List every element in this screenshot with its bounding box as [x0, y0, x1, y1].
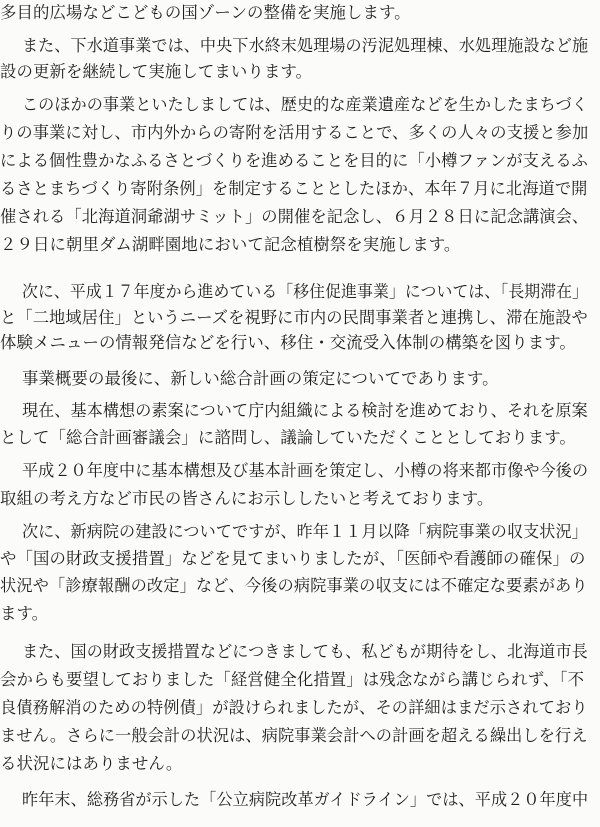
- text-line: 体験メニューの情報発信などを行い、移住・交流受入体制の構築を図ります。: [0, 333, 576, 352]
- text-line: による個性豊かなふるさとづくりを進めることを目的に「小樽ファンが支えるふ: [0, 151, 589, 170]
- text-line: るさとまちづくり寄附条例」を制定することとしたほか、本年７月に北海道で開: [0, 179, 588, 198]
- text-line: 良債務解消のための特例債」が設けられましたが、その詳細はまだ示されており: [0, 698, 588, 717]
- text-line: ２９日に朝里ダム湖畔園地において記念植樹祭を実施します。: [0, 235, 461, 254]
- text-line: 事業概要の最後に、新しい総合計画の策定についてであります。: [22, 369, 499, 388]
- text-line: また、国の財政支援措置などにつきましても、私どもが期待をし、北海道市長: [22, 642, 588, 661]
- text-line: と「二地域居住」というニーズを視野に市内の民間事業者と連携し、滞在施設や: [0, 308, 588, 327]
- text-line: このほかの事業といたしましては、歴史的な産業遺産などを生かしたまちづく: [22, 95, 588, 114]
- text-line: 設の更新を継続して実施してまいります。: [0, 62, 313, 81]
- text-line: 会からも要望しておりました「経営健全化措置」は残念ながら講じられず、「不: [0, 670, 585, 689]
- text-line: また、下水道事業では、中央下水終末処理場の汚泥処理棟、水処理施設など施: [22, 36, 589, 55]
- text-line: 取組の考え方など市民の皆さんにお示ししたいと考えております。: [0, 489, 494, 508]
- text-line: として「総合計画審議会」に諮問し、議論していただくこととしております。: [0, 428, 576, 447]
- text-line: 多目的広場などこどもの国ゾーンの整備を実施します。: [0, 3, 411, 22]
- text-line: 次に、新病院の建設についてですが、昨年１１月以降「病院事業の収支状況」: [22, 522, 588, 541]
- text-line: りの事業に対し、市内外からの寄附を活用することで、多くの人々の支援と参加: [0, 123, 589, 142]
- text-line: 現在、基本構想の素案について庁内組織による検討を進めており、それを原案: [22, 401, 588, 420]
- text-line: 昨年末、総務省が示した「公立病院改革ガイドライン」では、平成２０年度中: [22, 790, 589, 809]
- text-line: 催される「北海道洞爺湖サミット」の開催を記念し、６月２８日に記念講演会、: [0, 207, 589, 226]
- text-line: 平成２０年度中に基本構想及び基本計画を策定し、小樽の将来都市像や今後の: [22, 461, 589, 480]
- text-line: ます。: [0, 604, 49, 623]
- text-line: 状況や「診療報酬の改定」など、今後の病院事業の収支には不確定な要素があり: [0, 576, 588, 595]
- text-line: ません。さらに一般会計の状況は、病院事業会計への計画を超える繰出しを行え: [0, 726, 588, 745]
- text-line: る状況にはありません。: [0, 754, 183, 773]
- text-line: 次に、平成１７年度から進めている「移住促進事業」については、「長期滞在」: [22, 282, 589, 301]
- text-line: や「国の財政支援措置」などを見てまいりましたが、「医師や看護師の確保」の: [0, 549, 586, 568]
